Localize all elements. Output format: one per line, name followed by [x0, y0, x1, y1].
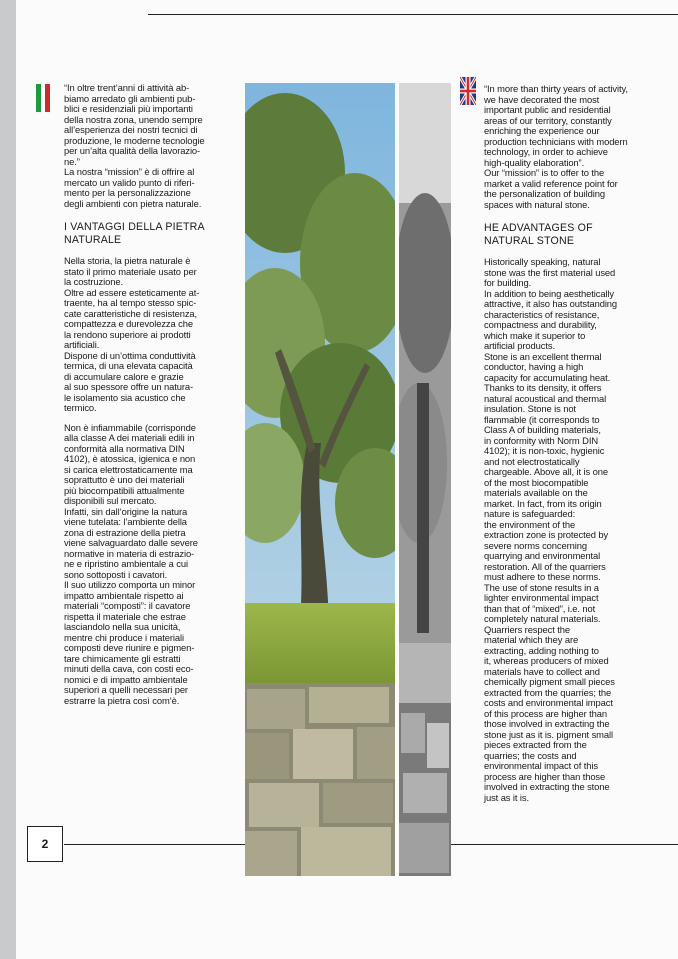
flag-it-icon — [36, 84, 50, 112]
bottom-rule-left — [64, 844, 245, 845]
italian-intro: “In oltre trent’anni di attività ab- biamo arredato gli ambienti pub- blici e residenziali più importanti della nostra zona, unendo sempre all’esperienza dei nostri tecnici di produzione, le moderne tecnologie per un’alta qualità della lavorazio- ne.” La nostra “mission” è di offrire al mercato un valido punto di riferi- mento per la personalizzazione degli ambienti con pietra naturale. — [64, 82, 205, 209]
bw-photo-strip — [399, 83, 451, 876]
english-body: Historically speaking, natural stone was the first material used for building. In addition to being aesthetically attractive, it also has outstanding characteristics of resistance, compactness and durability, which make it superior to artificial products. Stone is an excellent thermal conductor, having a high capacity for accumulating heat. Thanks to its density, it offers natural acoustical and thermal insulation. Stone is not flammable (it corresponds to Class A of building materials, in conformity with Norm DIN 4102); it is non-toxic, hygienic and not electrostatically chargeable. Above all, it is one of the most biocompatible materials available on the market. In fact, from its origin nature is safeguarded: the environment of the extraction zone is protected by severe norms concerning quarrying and environmental restoration. All of the quarriers must adhere to these norms. The use of stone results in a lighter environmental impact than that of “mixed”, i.e. not completely natural materials. Quarriers respect the material which they are extracting, adding nothing to it, whereas producers of mixed materials have to collect and chemically pigment small pieces extracted from the quarries; the costs and environmental impact of this process are higher than those involved in extracting the stone just as it is. pigment small pieces extracted from the quarries; the costs and environmental impact of this process are higher than those involved in extracting the stone just as it is. — [484, 256, 618, 803]
english-column — [484, 84, 644, 803]
flag-uk-icon — [460, 77, 476, 105]
english-heading: HE ADVANTAGES OF NATURAL STONE — [484, 222, 593, 247]
italian-body-2: Non è infiammabile (corrisponde alla classe A dei materiali edili in conformità alla normativa DIN 4102), è atossica, igienica e non si carica elettrostaticamente ma soprattutto è uno dei materiali più biocompatibili attualmente disponibili sul mercato. Infatti, sin dall’origine la natura viene tutelata: l’ambiente della zona di estrazione della pietra viene salvaguardato dalle severe normative in materia di estrazio- ne e ripristino ambientale a cui sono sottoposti i cavatori. Il suo utilizzo comporta un minor impatto ambientale rispetto ai materiali “composti”: il cavatore rispetta il materiale che estrae lasciandolo nella sua unicità, mentre chi produce i materiali composti deve riunire e pigmen- tare chimicamente gli estratti minuti della cava, con costi eco- nomici e di impatto ambientale superiori a quelli necessari per estrarre la pietra così com’è. — [64, 421, 198, 706]
page-number: 2 — [27, 826, 63, 862]
english-intro: “In more than thirty years of activity, we have decorated the most important public and residential areas of our territory, constantly enriching the experience our production technicians with modern technology, in order to achieve high-quality elaboration”. Our “mission” is to offer to the market a valid reference point for the personalization of building spaces with natural stone. — [484, 83, 628, 210]
italian-heading: I VANTAGGI DELLA PIETRA NATURALE — [64, 221, 205, 246]
page-spine — [0, 0, 16, 959]
italian-column — [64, 83, 232, 706]
olive-tree-photo — [245, 83, 395, 876]
top-rule — [148, 14, 678, 15]
bottom-rule-right — [451, 844, 678, 845]
italian-body-1: Nella storia, la pietra naturale è stato il primo materiale usato per la costruzione. Oltre ad essere esteticamente at- traente, ha al tempo stesso spic- cate caratteristiche di resistenza, compattezza e durevolezza che la rendono superiore ai prodotti artificiali. Dispone di un’ottima conduttività termica, di una elevata capacità di accumulare calore e grazie al suo spessore offre un natura- le isolamento sia acustico che termico. — [64, 255, 200, 413]
